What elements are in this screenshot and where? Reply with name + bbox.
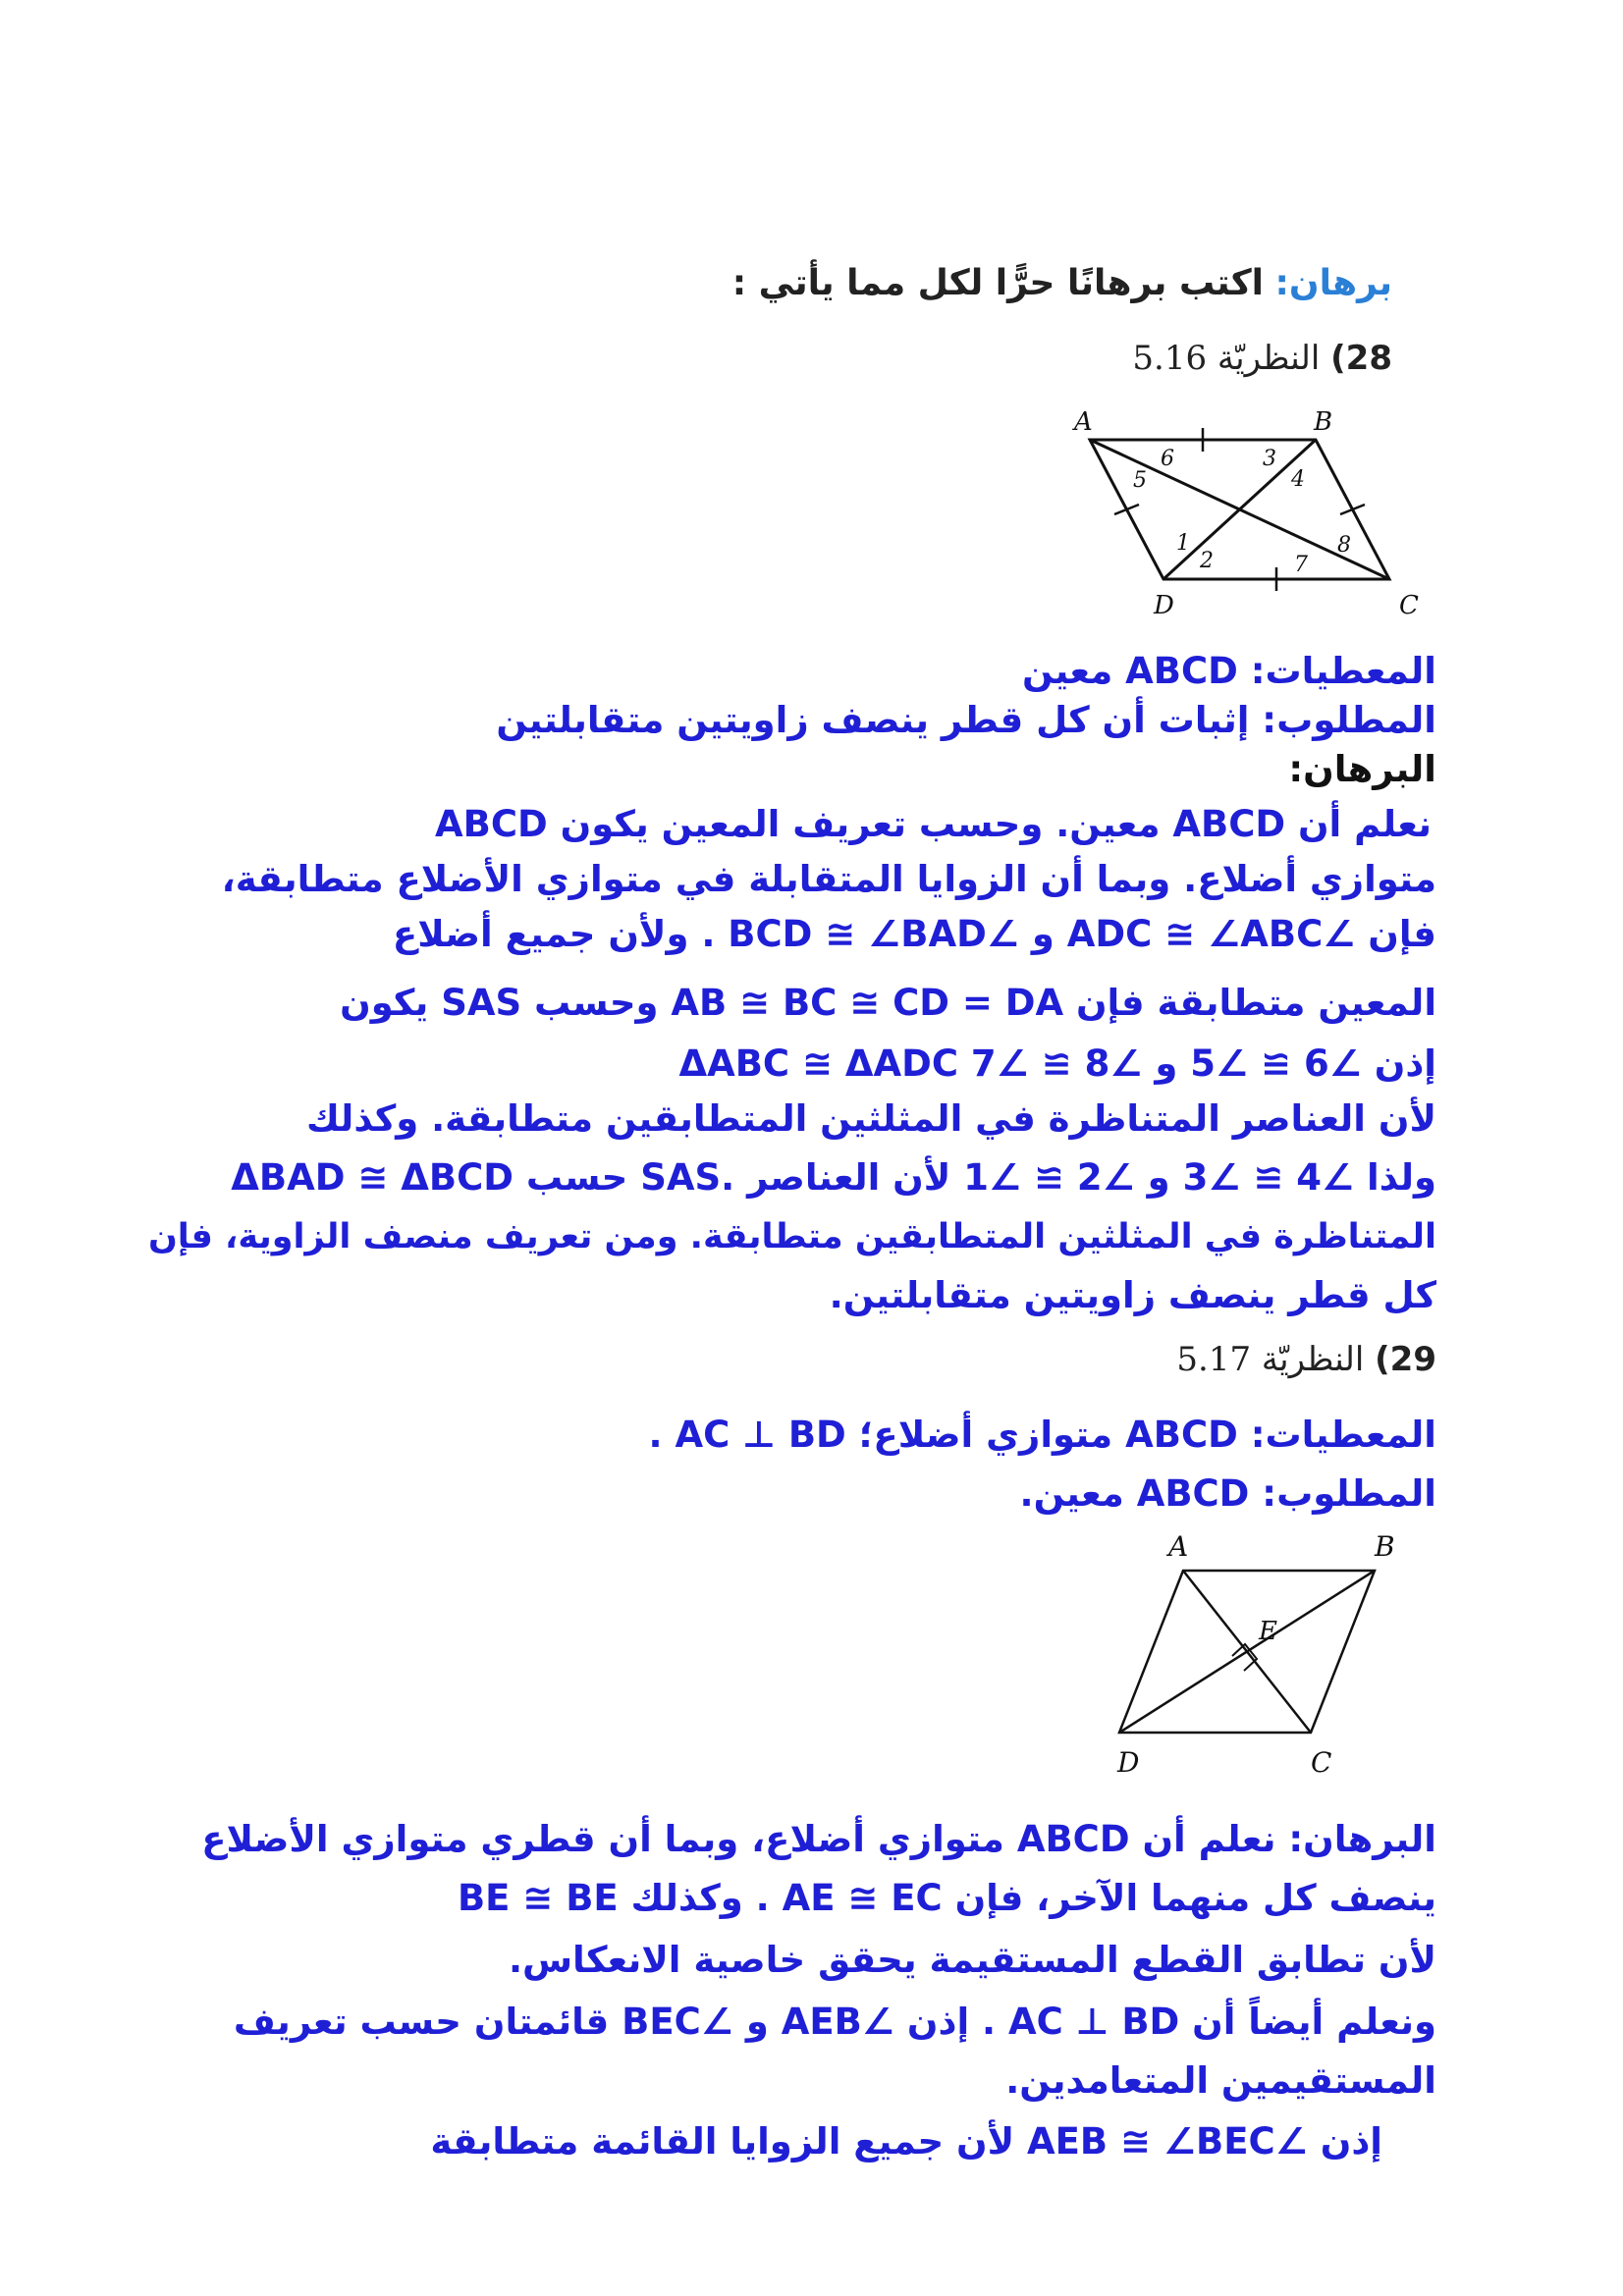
tick-bc (1340, 505, 1365, 514)
vertex-e-29-label: E (1259, 1617, 1277, 1646)
p29-given: المعطيات: ABCD متوازي أضلاع؛ AC ⊥ BD . (648, 1414, 1436, 1456)
p28-proof-line-1: نعلم أن ABCD معين. وحسب تعريف المعين يكون ABCD (435, 803, 1432, 845)
p29-proof-line-1: البرهان: نعلم أن ABCD متوازي أضلاع، وبما أن قطري متوازي الأضلاع (201, 1818, 1436, 1860)
tick-ad (1114, 505, 1139, 514)
angle-8-label: 8 (1337, 533, 1351, 558)
problem-28-number: 28) (1330, 339, 1392, 378)
p28-proof-line-3: فإن ∠ADC ≅ ∠ABC و ∠BCD ≅ ∠BAD . ولأن جميع أضلاع (392, 913, 1436, 955)
angle-5-label: 5 (1133, 468, 1147, 493)
problem-29-theorem: النظريّة 5.17 (1176, 1340, 1365, 1379)
problem-29-number: 29) (1375, 1340, 1436, 1379)
rhombus-figure-28 (1060, 402, 1453, 623)
p28-proof-line-2: متوازي أضلاع. وبما أن الزوايا المتقابلة في متوازي الأضلاع متطابقة، (221, 858, 1436, 900)
angle-3-label: 3 (1263, 447, 1276, 471)
heading-text: اكتب برهانًا حرًّا لكل مما يأتي : (731, 263, 1265, 303)
vertex-b-label: B (1314, 407, 1333, 437)
angle-4-label: 4 (1291, 467, 1305, 492)
p29-proof-line-2: ينصف كل منهما الآخر، فإن AE ≅ EC . وكذلك BE ≅ BE (457, 1877, 1436, 1919)
vertex-d-29-label: D (1117, 1746, 1140, 1779)
diagonal-bd (1163, 440, 1316, 579)
problem-29-label (1176, 1340, 1436, 1379)
vertex-b-29-label: B (1375, 1531, 1395, 1563)
angle-6-label: 6 (1161, 447, 1174, 471)
p29-required: المطلوب: ABCD معين. (1019, 1472, 1436, 1515)
vertex-c-29-label: C (1311, 1746, 1332, 1779)
p28-required: المطلوب: إثبات أن كل قطر ينصف زاويتين متقابلتين (496, 699, 1436, 741)
p28-proof-line-6: لأن العناصر المتناظرة في المثلثين المتطابقين متطابقة. وكذلك (305, 1097, 1436, 1140)
p29-proof-line-3: لأن تطابق القطع المستقيمة يحقق خاصية الانعكاس. (508, 1939, 1436, 1981)
p28-proof-line-8: المتناظرة في المثلثين المتطابقين متطابقة. ومن تعريف منصف الزاوية، فإن (147, 1217, 1436, 1256)
angle-1-label: 1 (1176, 531, 1190, 556)
vertex-d-label: D (1154, 591, 1174, 620)
p29-proof-line-5: المستقيمين المتعامدين. (1005, 2059, 1436, 2102)
p29-proof-line-6: إذن ∠AEB ≅ ∠BEC لأن جميع الزوايا القائمة متطابقة (430, 2120, 1382, 2163)
p28-proof-line-5: ΔABC ≅ ΔADC إذن ∠6 ≅ ∠5 و ∠8 ≅ ∠7 (678, 1042, 1436, 1085)
p28-proof-line-7: ΔBAD ≅ ΔBCD حسب SAS. ولذا ∠4 ≅ ∠3 و ∠2 ≅ ∠1 لأن العناصر (231, 1156, 1436, 1199)
heading-keyword: برهان: (1274, 263, 1392, 303)
exercise-heading (732, 263, 1392, 303)
diagonal-bd-29 (1119, 1571, 1375, 1733)
p28-proof-line-4: المعين متطابقة فإن AB ≅ BC ≅ CD = DA وحسب SAS يكون (340, 982, 1436, 1024)
vertex-c-label: C (1399, 591, 1419, 620)
p29-proof-line-4: ونعلم أيضاً أن AC ⊥ BD . إذن ∠AEB و ∠BEC قائمتان حسب تعريف (233, 2001, 1436, 2043)
angle-2-label: 2 (1200, 549, 1214, 573)
vertex-a-label: A (1074, 407, 1093, 437)
angle-7-label: 7 (1294, 553, 1308, 577)
problem-28-label (1132, 339, 1392, 378)
problem-28-theorem: النظريّة 5.16 (1132, 339, 1321, 378)
p28-proof-line-9: كل قطر ينصف زاويتين متقابلتين. (829, 1274, 1436, 1316)
vertex-a-29-label: A (1168, 1531, 1189, 1563)
p28-given: المعطيات: ABCD معين (1022, 650, 1436, 692)
p28-proof-label: البرهان: (1288, 748, 1436, 790)
parallelogram-figure-29 (1090, 1531, 1424, 1806)
